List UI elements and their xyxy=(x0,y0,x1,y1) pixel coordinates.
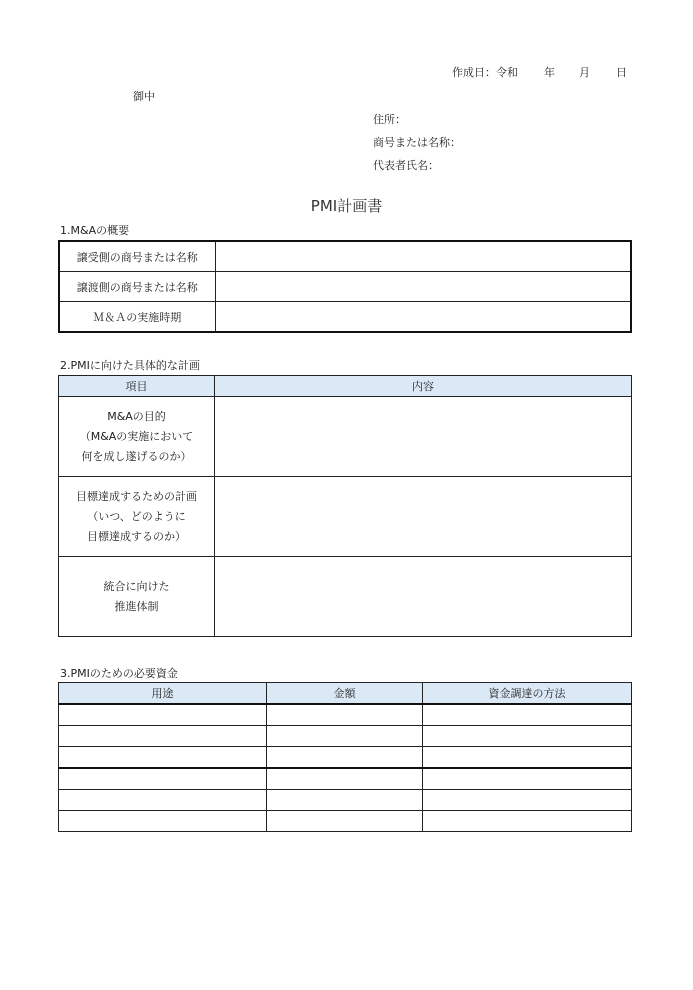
table-row xyxy=(59,747,632,769)
document-title: PMI計画書 xyxy=(310,197,383,215)
section2-heading: 2.PMIに向けた具体的な計画 xyxy=(60,359,200,372)
table-row xyxy=(59,811,632,832)
use-cell[interactable] xyxy=(59,811,267,832)
use-cell[interactable] xyxy=(59,747,267,769)
address-label: 住所： xyxy=(373,113,406,126)
column-header-content: 内容 xyxy=(215,376,632,397)
amount-cell[interactable] xyxy=(267,790,423,811)
date-label: 作成日：令和 xyxy=(452,66,518,79)
item-line: （いつ、どのように xyxy=(87,509,186,523)
plan-item-cell xyxy=(59,397,215,477)
table-row xyxy=(59,768,632,790)
row-label: Ｍ＆Ａの実施時期 xyxy=(59,302,215,333)
overview-table xyxy=(58,240,632,333)
plan-item-cell xyxy=(59,557,215,637)
method-cell[interactable] xyxy=(423,768,632,790)
table-row xyxy=(59,557,632,637)
method-cell[interactable] xyxy=(423,811,632,832)
column-header-use: 用途 xyxy=(59,683,267,705)
row-label: 譲渡側の商号または名称 xyxy=(59,272,215,302)
table-row xyxy=(59,397,632,477)
item-line: M&Aの目的 xyxy=(107,409,166,423)
value-cell[interactable] xyxy=(215,272,631,302)
row-label: 譲受側の商号または名称 xyxy=(59,241,215,272)
value-cell[interactable] xyxy=(215,241,631,272)
year-label: 年 xyxy=(544,66,555,79)
method-cell[interactable] xyxy=(423,726,632,747)
item-line: 目標達成するのか） xyxy=(87,529,186,543)
amount-cell[interactable] xyxy=(267,768,423,790)
method-cell[interactable] xyxy=(423,747,632,769)
item-line: 統合に向けた xyxy=(103,579,170,593)
creation-date-line xyxy=(452,64,627,80)
table-row xyxy=(59,241,631,272)
plan-table xyxy=(58,375,632,637)
day-label: 日 xyxy=(616,66,627,79)
table-header-row xyxy=(59,683,632,705)
company-name-label: 商号または名称： xyxy=(373,136,461,149)
table-header-row xyxy=(59,376,632,397)
item-line: 推進体制 xyxy=(114,599,159,613)
month-label: 月 xyxy=(579,66,590,79)
use-cell[interactable] xyxy=(59,704,267,726)
representative-label: 代表者氏名： xyxy=(373,159,439,172)
table-row xyxy=(59,272,631,302)
amount-cell[interactable] xyxy=(267,726,423,747)
column-header-method: 資金調達の方法 xyxy=(423,683,632,705)
table-row xyxy=(59,477,632,557)
method-cell[interactable] xyxy=(423,790,632,811)
value-cell[interactable] xyxy=(215,302,631,333)
table-row xyxy=(59,726,632,747)
column-header-amount: 金額 xyxy=(267,683,423,705)
item-line: 何を成し遂げるのか） xyxy=(81,449,192,463)
plan-item-cell xyxy=(59,477,215,557)
use-cell[interactable] xyxy=(59,790,267,811)
funds-table xyxy=(58,682,632,832)
table-row xyxy=(59,704,632,726)
section3-heading: 3.PMIのための必要資金 xyxy=(60,667,178,680)
content-cell[interactable] xyxy=(215,397,632,477)
table-row xyxy=(59,302,631,333)
addressee-suffix: 御中 xyxy=(133,90,155,103)
item-line: 目標達成するための計画 xyxy=(76,489,197,503)
amount-cell[interactable] xyxy=(267,811,423,832)
table-row xyxy=(59,790,632,811)
content-cell[interactable] xyxy=(215,557,632,637)
method-cell[interactable] xyxy=(423,704,632,726)
use-cell[interactable] xyxy=(59,768,267,790)
amount-cell[interactable] xyxy=(267,747,423,769)
use-cell[interactable] xyxy=(59,726,267,747)
column-header-item: 項目 xyxy=(59,376,215,397)
item-line: （M&Aの実施において xyxy=(79,429,194,443)
section1-heading: 1.M&Aの概要 xyxy=(60,224,130,237)
content-cell[interactable] xyxy=(215,477,632,557)
amount-cell[interactable] xyxy=(267,704,423,726)
